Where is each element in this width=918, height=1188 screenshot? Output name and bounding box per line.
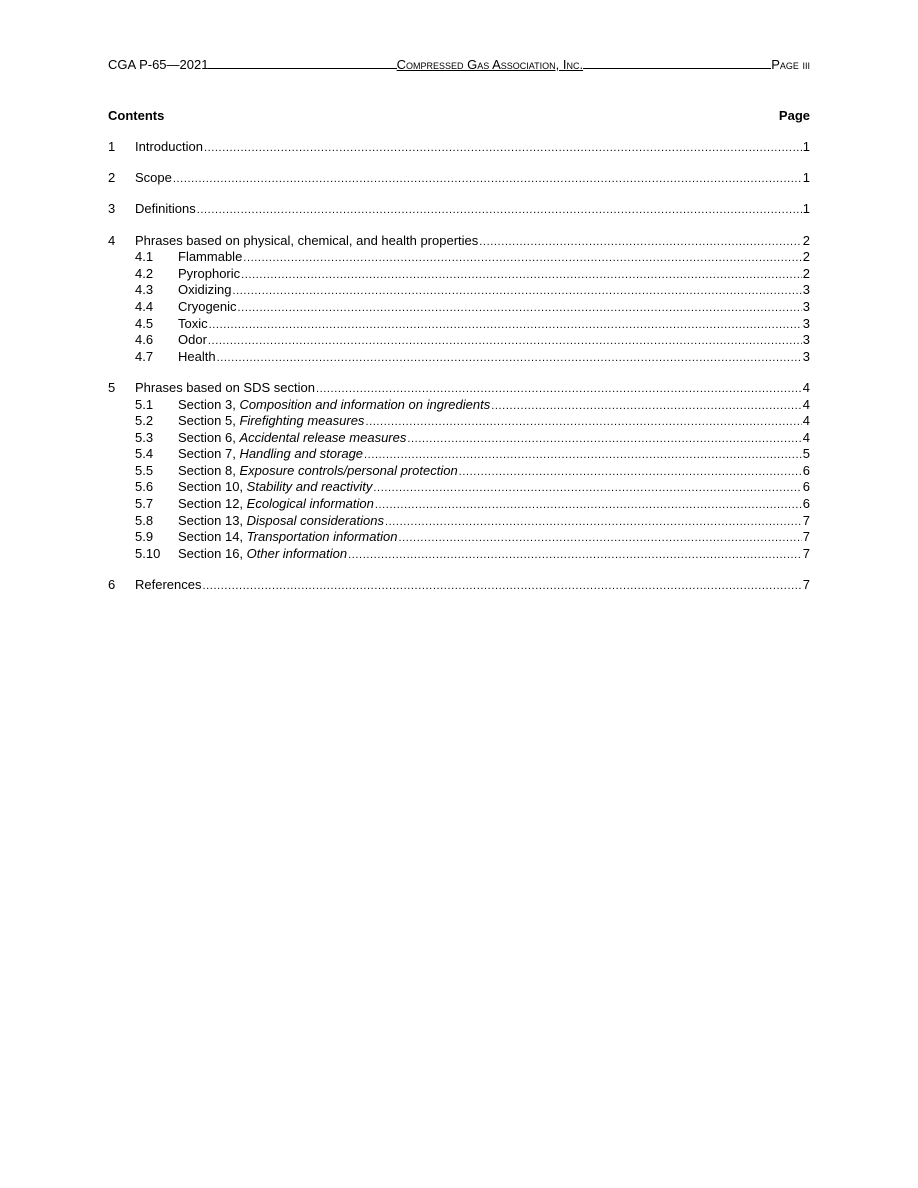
toc-entry-title-text: Section 7,	[178, 446, 240, 462]
toc-entry-title-text: Cryogenic	[178, 298, 237, 314]
toc-entry-title-text: Section 14,	[178, 529, 247, 545]
toc-dot-leader	[407, 431, 801, 448]
toc-entry-title-text: Health	[178, 348, 216, 364]
toc-entry[interactable]	[108, 349, 810, 366]
toc-dot-leader	[348, 547, 802, 564]
toc-entry[interactable]	[108, 529, 810, 546]
toc-entry[interactable]	[108, 463, 810, 480]
toc-dot-leader	[204, 140, 802, 157]
toc-dot-leader	[209, 317, 802, 334]
toc-entry-title	[135, 170, 172, 187]
toc-entry-title	[178, 299, 237, 316]
toc-dot-leader	[197, 202, 802, 219]
toc-entry-page: 4	[802, 379, 810, 395]
toc-entry-number: 5	[108, 379, 116, 395]
toc-entry-title	[178, 446, 363, 463]
toc-entry-number: 2	[108, 170, 116, 186]
toc-dot-leader	[173, 171, 802, 188]
page-number: Page iii	[771, 57, 811, 72]
toc-entry-page: 2	[802, 249, 810, 265]
toc-dot-leader	[316, 381, 802, 398]
toc-entry-title-italic: Disposal considerations	[246, 512, 384, 528]
toc-entry-page: 1	[802, 139, 810, 154]
toc-dot-leader	[385, 514, 802, 531]
toc-entry-title-text: Toxic	[178, 315, 208, 331]
toc-entry-page: 6	[802, 496, 810, 512]
toc-entry-number: 4.2	[135, 265, 154, 281]
toc-entry-title-text: Phrases based on physical, chemical, and health properties	[135, 232, 479, 248]
toc-entry-title-text: References	[135, 577, 202, 593]
toc-entry-number: 5.6	[135, 479, 154, 495]
toc-entry[interactable]	[108, 332, 810, 349]
toc-entry-title-text: Section 5,	[178, 413, 240, 429]
toc-entry-title	[178, 479, 372, 496]
toc-entry-title-text: Pyrophoric	[178, 265, 241, 281]
toc-entry-number: 5.7	[135, 496, 154, 512]
toc-dot-leader	[232, 283, 801, 300]
toc-entry-title	[178, 513, 384, 530]
toc-entry[interactable]	[108, 546, 810, 563]
toc-entry-number: 4.5	[135, 315, 154, 331]
toc-entry[interactable]	[108, 397, 810, 414]
toc-entry-page: 4	[802, 429, 810, 445]
contents-heading: Contents	[108, 108, 165, 123]
toc-entry-page: 7	[802, 545, 810, 561]
toc-dot-leader	[459, 464, 802, 481]
toc-dot-leader	[365, 414, 801, 431]
toc-entry[interactable]	[108, 413, 810, 430]
toc-dot-leader	[364, 447, 802, 464]
toc-entry-title-italic: Handling and storage	[239, 446, 364, 462]
toc-entry-title-italic: Ecological information	[246, 496, 374, 512]
toc-entry-title-text: Section 16,	[178, 545, 247, 561]
toc-dot-leader	[243, 250, 801, 267]
toc-entry-page: 7	[802, 512, 810, 528]
toc-entry-page: 1	[802, 201, 810, 217]
toc-dot-leader	[202, 578, 801, 595]
toc-entry-title-text: Flammable	[178, 249, 243, 265]
toc-entry[interactable]	[108, 380, 810, 397]
toc-entry[interactable]	[108, 513, 810, 530]
toc-entry-title-text: Section 12,	[178, 496, 247, 512]
toc-entry-title	[178, 546, 347, 563]
toc-entry-title-text: Oxidizing	[178, 282, 232, 298]
page-header	[108, 54, 810, 72]
toc-entry-title	[178, 249, 242, 266]
toc-entry[interactable]	[108, 479, 810, 496]
toc-entry-page: 3	[802, 298, 810, 314]
header-rule-left	[208, 67, 396, 69]
toc-entry-page: 7	[802, 577, 810, 593]
toc-entry[interactable]	[108, 266, 810, 283]
toc-entry-title-italic: Transportation information	[246, 529, 398, 545]
toc-entry-title-text: Section 8,	[178, 462, 240, 478]
toc-entry[interactable]	[108, 201, 810, 218]
toc-entry-title	[178, 332, 207, 349]
toc-entry-title	[178, 413, 364, 430]
toc-entry-title	[178, 282, 231, 299]
toc-entry-number: 5.9	[135, 529, 154, 545]
toc-entry-page: 3	[802, 348, 810, 364]
toc-entry-number: 4.7	[135, 348, 154, 364]
toc-entry[interactable]	[108, 430, 810, 447]
toc-entry[interactable]	[108, 282, 810, 299]
toc-entry-title-text: Definitions	[135, 201, 196, 217]
toc-entry-title-text: Section 13,	[178, 512, 247, 528]
toc-entry-title	[178, 397, 490, 414]
toc-entry-page: 3	[802, 332, 810, 348]
toc-entry-title-text: Section 10,	[178, 479, 247, 495]
document-id: CGA P-65—2021	[108, 57, 209, 72]
toc-entry-number: 5.10	[135, 545, 161, 561]
toc-entry-page: 7	[802, 529, 810, 545]
toc-entry-number: 4.4	[135, 298, 154, 314]
toc-entry-title	[135, 201, 196, 218]
toc-entry[interactable]	[108, 299, 810, 316]
toc-dot-leader	[479, 234, 802, 251]
toc-entry-page: 2	[802, 265, 810, 281]
toc-entry-number: 5.3	[135, 429, 154, 445]
toc-entry-title-text: Scope	[135, 170, 172, 186]
toc-entry-number: 5.2	[135, 413, 154, 429]
toc-entry-number: 3	[108, 201, 116, 217]
toc-entry-title	[178, 430, 406, 447]
toc-entry-title-italic: Composition and information on ingredients	[239, 396, 491, 412]
toc-entry-number: 4.1	[135, 249, 154, 265]
toc-entry-title-text: Section 6,	[178, 429, 240, 445]
toc-dot-leader	[375, 497, 802, 514]
toc-entry-number: 4.6	[135, 332, 154, 348]
page-column-heading: Page	[778, 108, 810, 123]
toc-entry-title	[178, 266, 240, 283]
toc-entry-page: 3	[802, 315, 810, 331]
toc-entry-title-italic: Accidental release measures	[239, 429, 407, 445]
toc-entry-number: 4	[108, 232, 116, 248]
toc-dot-leader	[373, 480, 801, 497]
toc-entry-page: 6	[802, 479, 810, 495]
toc-entry-title-text: Phrases based on SDS section	[135, 379, 315, 395]
toc-dot-leader	[491, 398, 802, 415]
toc-entry-title-text: Section 3,	[178, 396, 240, 412]
toc-entry-number: 4.3	[135, 282, 154, 298]
toc-entry-page: 6	[802, 462, 810, 478]
toc-entry[interactable]	[108, 233, 810, 250]
toc-entry-page: 1	[802, 170, 810, 186]
header-rule-right	[583, 67, 771, 69]
toc-entry-title-italic: Exposure controls/personal protection	[239, 462, 458, 478]
toc-entry-number: 5.8	[135, 512, 154, 528]
toc-entry[interactable]	[108, 170, 810, 187]
toc-entry-title	[178, 496, 374, 513]
toc-entry[interactable]	[108, 577, 810, 594]
toc-entry-title	[135, 380, 315, 397]
toc-entry-title	[135, 139, 203, 156]
toc-entry-number: 6	[108, 577, 116, 593]
toc-dot-leader	[208, 333, 802, 350]
toc-entry[interactable]	[108, 446, 810, 463]
toc-entry[interactable]	[108, 139, 810, 156]
toc-entry-title	[135, 577, 201, 594]
toc-entry-title-italic: Other information	[246, 545, 348, 561]
toc-dot-leader	[241, 267, 802, 284]
toc-dot-leader	[398, 530, 801, 547]
contents-heading-row	[108, 108, 810, 123]
toc-entry[interactable]	[108, 249, 810, 266]
toc-dot-leader	[238, 300, 802, 317]
toc-entry[interactable]	[108, 316, 810, 333]
organization-name: Compressed Gas Association, Inc.	[396, 57, 584, 72]
toc-entry-title-italic: Stability and reactivity	[246, 479, 373, 495]
toc-entry-title-text: Odor	[178, 332, 207, 348]
toc-entry-page: 4	[802, 396, 810, 412]
toc-entry-title	[178, 316, 208, 333]
toc-dot-leader	[217, 350, 802, 367]
toc-entry-page: 2	[802, 232, 810, 248]
toc-entry[interactable]	[108, 496, 810, 513]
table-of-contents	[108, 139, 810, 594]
toc-entry-number: 5.4	[135, 446, 154, 462]
toc-entry-number: 5.1	[135, 396, 154, 412]
toc-entry-title	[135, 233, 478, 250]
toc-entry-title	[178, 463, 458, 480]
toc-entry-page: 4	[802, 413, 810, 429]
toc-entry-title	[178, 349, 216, 366]
toc-entry-page: 5	[802, 446, 810, 462]
toc-entry-number: 1	[108, 139, 116, 154]
toc-entry-title-italic: Firefighting measures	[239, 413, 365, 429]
toc-entry-title-text: Introduction	[135, 139, 203, 154]
toc-entry-number: 5.5	[135, 462, 154, 478]
toc-entry-title	[178, 529, 397, 546]
toc-entry-page: 3	[802, 282, 810, 298]
